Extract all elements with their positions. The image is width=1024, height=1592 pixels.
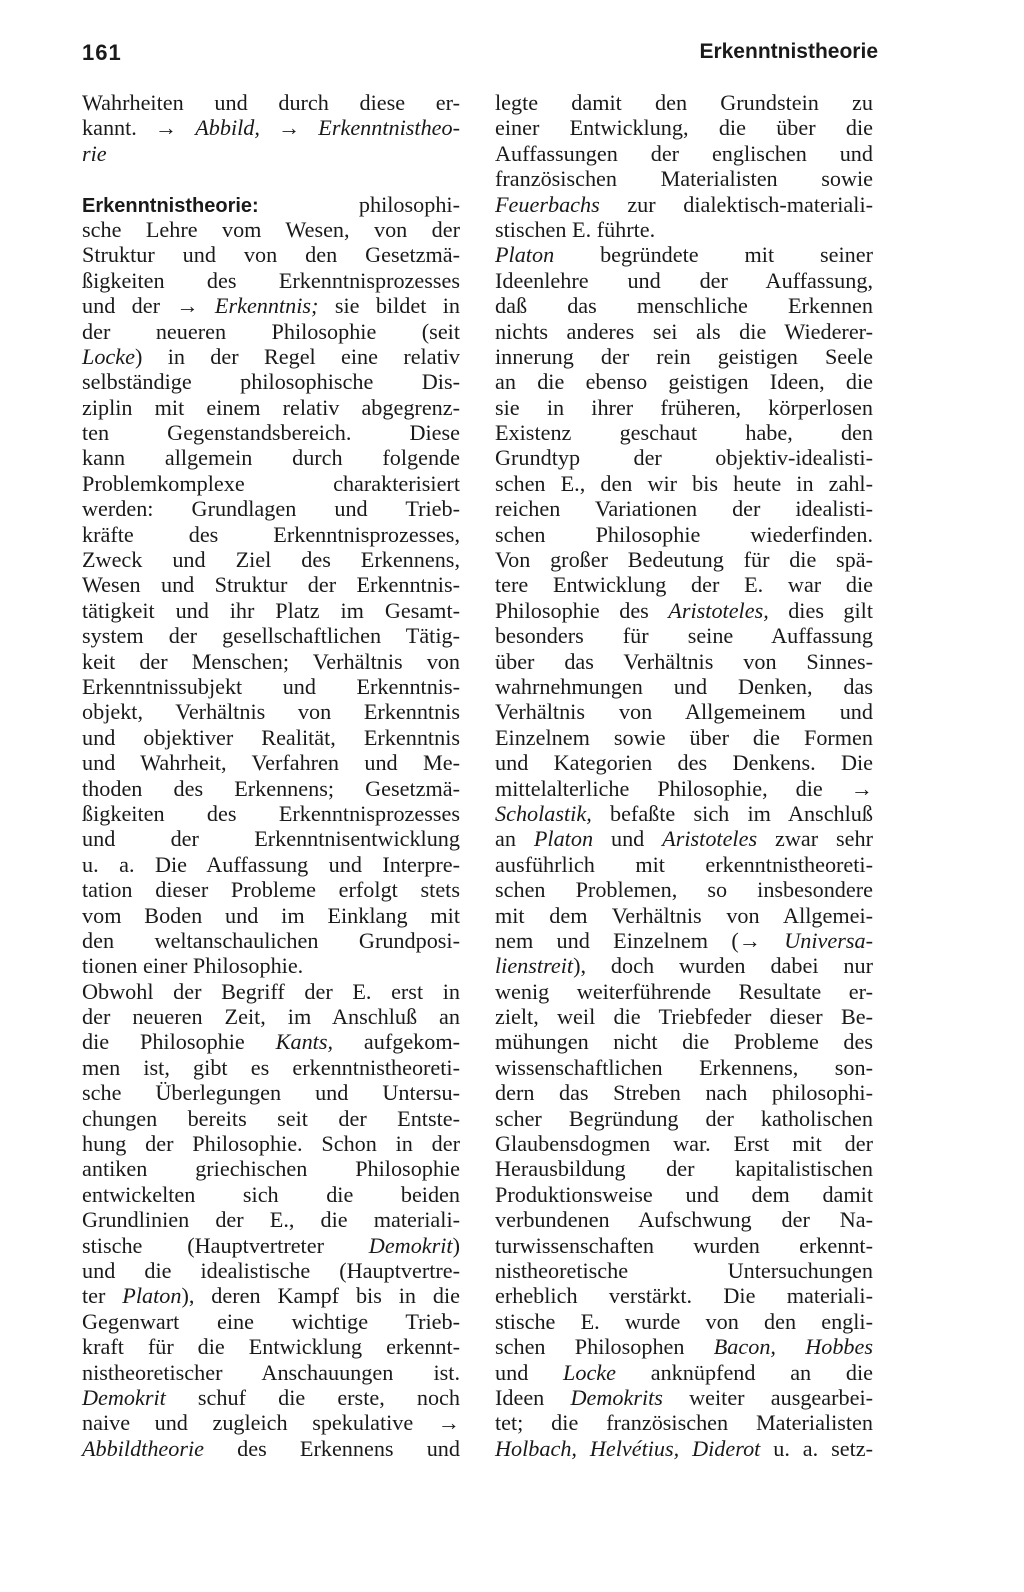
text-line: mittelalterliche Philosophie, die → <box>495 775 873 801</box>
text-line: schen Problemen, so insbesondere <box>495 877 873 903</box>
text-line: Gegenwart eine wichtige Trieb- <box>82 1308 460 1334</box>
text-line: verbundenen Aufschwung der Na- <box>495 1207 873 1233</box>
italic-term: Erkenntnis; <box>214 293 319 319</box>
italic-term: Demokrits <box>570 1384 663 1410</box>
text-line: und der → Erkenntnis; sie bildet in <box>82 293 460 319</box>
text-line: thoden des Erkennens; Gesetzmä- <box>82 775 460 801</box>
text-line: besonders für seine Auffassung <box>495 623 873 649</box>
italic-term: Demokrit <box>368 1232 453 1258</box>
text-line: Wesen und Struktur der Erkenntnis- <box>82 572 460 598</box>
page-number: 161 <box>82 40 122 65</box>
text-line: Demokrit schuf die erste, noch <box>82 1384 460 1410</box>
text-line: der neueren Zeit, im Anschluß an <box>82 1004 460 1030</box>
text-line: wahrnehmungen und Denken, das <box>495 673 873 699</box>
text-line: hung der Philosophie. Schon in der <box>82 1131 460 1157</box>
italic-term: Aristoteles, <box>668 597 769 623</box>
text-line: Einzelnem sowie über die Formen <box>495 724 873 750</box>
italic-term: rie <box>82 140 107 166</box>
text-line: und die idealistische (Hauptvertre- <box>82 1257 460 1283</box>
text-line: einer Entwicklung, die über die <box>495 115 873 141</box>
text-line: kraft für die Entwicklung erkennt- <box>82 1334 460 1360</box>
text-line: ziplin mit einem relativ abgegrenz- <box>82 394 460 420</box>
text-line: turwissenschaften wurden erkennt- <box>495 1232 873 1258</box>
italic-term: Abbild, <box>195 115 260 141</box>
italic-term: Demokrit <box>82 1384 166 1410</box>
text-line: Feuerbachs zur dialektisch-materiali- <box>495 191 873 217</box>
text-line: Grundlinien der E., die materiali- <box>82 1207 460 1233</box>
text-line: selbständige philosophische Dis- <box>82 369 460 395</box>
text-line: Glaubensdogmen war. Erst mit der <box>495 1131 873 1157</box>
text-line: legte damit den Grundstein zu <box>495 90 873 115</box>
text-line: die Philosophie Kants, aufgekom- <box>82 1029 461 1055</box>
italic-term: Holbach, Helvétius, Diderot <box>495 1435 761 1461</box>
text-line: Struktur und von den Gesetzmä- <box>82 242 460 268</box>
text-line: Von großer Bedeutung für die spä- <box>495 547 873 573</box>
italic-term: Universa- <box>784 927 873 953</box>
text-line: über das Verhältnis von Sinnes- <box>495 648 873 674</box>
text-line: Holbach, Helvétius, Diderot u. a. setz- <box>495 1435 873 1461</box>
text-line: Herausbildung der kapitalistischen <box>495 1156 873 1182</box>
italic-term: Abbildtheorie <box>82 1435 205 1461</box>
text-line: ausführlich mit erkenntnistheoreti- <box>495 851 873 877</box>
text-line: ter Platon), deren Kampf bis in die <box>82 1283 460 1309</box>
page-header <box>82 40 878 76</box>
text-line: Ideenlehre und der Auffassung, <box>495 267 873 293</box>
text-line: schen E., den wir bis heute in zahl- <box>495 470 873 496</box>
text-line: nichts anderes sei als die Wiederer- <box>495 318 873 344</box>
text-line: tionen einer Philosophie. <box>82 953 304 979</box>
running-head: Erkenntnistheorie <box>699 40 878 63</box>
text-line: kannt. → Abbild, → Erkenntnistheo- <box>82 115 460 141</box>
text-line: Zweck und Ziel des Erkennens, <box>82 547 460 573</box>
text-line: Grundtyp der objektiv-idealisti- <box>495 445 873 471</box>
text-line: und der Erkenntnisentwicklung <box>82 826 460 852</box>
text-line: lienstreit), doch wurden dabei nur <box>495 953 873 979</box>
text-line: ßigkeiten des Erkenntnisprozesses <box>82 267 460 293</box>
text-line: ten Gegenstandsbereich. Diese <box>82 420 460 446</box>
text-line: den weltanschaulichen Grundposi- <box>82 927 460 953</box>
text-line: Obwohl der Begriff der E. erst in <box>82 978 460 1004</box>
text-line: Existenz geschaut habe, den <box>495 420 873 446</box>
text-line: Produktionsweise und dem damit <box>495 1181 873 1207</box>
text-line: stische (Hauptvertreter Demokrit) <box>82 1232 460 1258</box>
text-line: Erkenntnistheorie: philosophi- <box>82 191 460 217</box>
text-line: Wahrheiten und durch diese er- <box>82 90 460 115</box>
text-line: wissenschaftlichen Erkennens, son- <box>495 1054 873 1080</box>
entry-headword: Erkenntnistheorie: <box>82 194 259 217</box>
text-line: ßigkeiten des Erkenntnisprozesses <box>82 800 460 826</box>
text-line: sie in ihrer früheren, körperlosen <box>495 394 873 420</box>
text-line: keit der Menschen; Verhältnis von <box>82 648 460 674</box>
text-line: Philosophie des Aristoteles, dies gilt <box>495 597 873 623</box>
text-line: nistheoretische Untersuchungen <box>495 1257 873 1283</box>
italic-term: Platon <box>533 826 594 852</box>
text-line: tere Entwicklung der E. war die <box>495 572 873 598</box>
italic-term: lienstreit <box>495 953 574 979</box>
text-line: vom Boden und im Einklang mit <box>82 902 460 928</box>
italic-term: Platon <box>495 242 555 268</box>
italic-term: Aristoteles <box>662 826 758 852</box>
text-line: und Wahrheit, Verfahren und Me- <box>82 750 460 776</box>
text-line: und Kategorien des Denkens. Die <box>495 750 873 776</box>
text-line: der neueren Philosophie (seit <box>82 318 460 344</box>
paragraph-gap <box>82 166 460 191</box>
text-line: entwickelten sich die beiden <box>82 1181 460 1207</box>
text-line: chungen bereits seit der Entste- <box>82 1105 460 1131</box>
text-line: kräfte des Erkenntnisprozesses, <box>82 521 460 547</box>
text-line: zielt, weil die Triebfeder dieser Be- <box>495 1004 873 1030</box>
text-line: antiken griechischen Philosophie <box>82 1156 460 1182</box>
text-line: erheblich verstärkt. Die materiali- <box>495 1283 873 1309</box>
text-line: naive und zugleich spekulative → <box>82 1410 460 1436</box>
text-line: tation dieser Probleme erfolgt stets <box>82 877 460 903</box>
text-line: und Locke anknüpfend an die <box>495 1359 873 1385</box>
text-line: nistheoretischer Anschauungen ist. <box>82 1359 460 1385</box>
text-line: stische E. wurde von den engli- <box>495 1308 873 1334</box>
text-line: Scholastik, befaßte sich im Anschluß <box>495 800 873 826</box>
text-line: stischen E. führte. <box>495 216 656 242</box>
text-line: mit dem Verhältnis von Allgemei- <box>495 902 873 928</box>
text-line: Locke) in der Regel eine relativ <box>82 343 460 369</box>
text-line: mühungen nicht die Probleme des <box>495 1029 873 1055</box>
text-line: an Platon und Aristoteles zwar sehr <box>495 826 873 852</box>
text-line: werden: Grundlagen und Trieb- <box>82 496 460 522</box>
text-line: Erkenntnissubjekt und Erkenntnis- <box>82 673 460 699</box>
text-line: an die ebenso geistigen Ideen, die <box>495 369 873 395</box>
text-line: dern das Streben nach philosophi- <box>495 1080 873 1106</box>
text-line: schen Philosophen Bacon, Hobbes <box>495 1334 873 1360</box>
italic-term: Erkenntnistheo- <box>318 115 460 141</box>
text-line: scher Begründung der katholischen <box>495 1105 873 1131</box>
text-line: schen Philosophie wiederfinden. <box>495 521 873 547</box>
text-line: französischen Materialisten sowie <box>495 166 873 192</box>
text-line: Problemkomplexe charakterisiert <box>82 470 460 496</box>
italic-term: Bacon, Hobbes <box>713 1334 873 1360</box>
text-line: Platon begründete mit seiner <box>495 242 873 268</box>
text-line: tet; die französischen Materialisten <box>495 1410 873 1436</box>
text-line: objekt, Verhältnis von Erkenntnis <box>82 699 460 725</box>
italic-term: Kants, <box>275 1029 334 1055</box>
italic-term: Platon <box>122 1283 182 1309</box>
text-line <box>82 141 460 166</box>
italic-term: Locke <box>82 343 135 369</box>
text-line: innerung der rein geistigen Seele <box>495 343 873 369</box>
left-column <box>82 90 460 1461</box>
text-line: wenig weiterführende Resultate er- <box>495 978 873 1004</box>
text-line: tätigkeit und ihr Platz im Gesamt- <box>82 597 460 623</box>
text-line: men ist, gibt es erkenntnistheoreti- <box>82 1054 460 1080</box>
text-line: u. a. Die Auffassung und Interpre- <box>82 851 460 877</box>
text-line: und objektiver Realität, Erkenntnis <box>82 724 460 750</box>
text-line: sche Lehre vom Wesen, von der <box>82 216 460 242</box>
text-line: kann allgemein durch folgende <box>82 445 460 471</box>
text-line: nem und Einzelnem (→ Universa- <box>495 927 873 953</box>
right-column <box>495 90 873 1461</box>
text-line: daß das menschliche Erkennen <box>495 293 873 319</box>
text-line: Ideen Demokrits weiter ausgearbei- <box>495 1384 874 1410</box>
text-line: Verhältnis von Allgemeinem und <box>495 699 873 725</box>
italic-term: Locke <box>563 1359 616 1385</box>
text-line: sche Überlegungen und Untersu- <box>82 1080 460 1106</box>
text-line: Auffassungen der englischen und <box>495 140 873 166</box>
italic-term: Scholastik, <box>495 800 592 826</box>
italic-term: Feuerbachs <box>495 191 600 217</box>
text-line: system der gesellschaftlichen Tätig- <box>82 623 460 649</box>
text-line: reichen Variationen der idealisti- <box>495 496 873 522</box>
text-line: Abbildtheorie des Erkennens und <box>82 1435 460 1461</box>
